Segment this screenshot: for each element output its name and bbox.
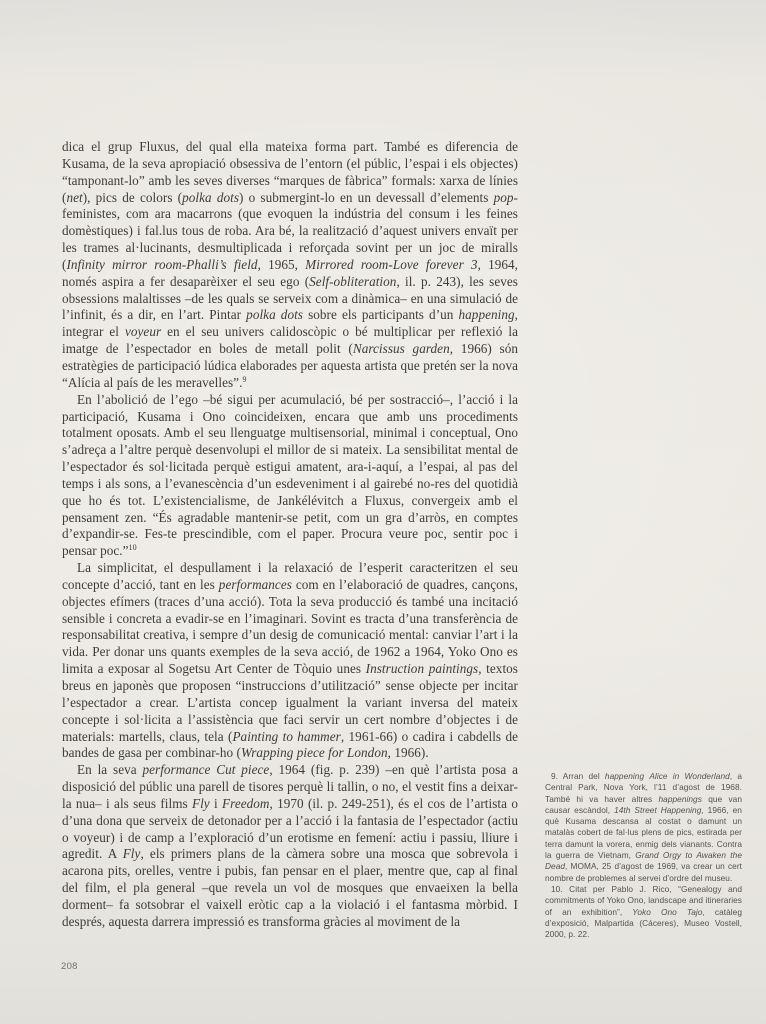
footnote: 10. Citat per Pablo J. Rico, “Genealogy and commitments of Yoko Ono, landscape and itineraries of an exhibition”, Yoko Ono Tajo, catàleg d’exposició, Malpartida (Cáceres), Museo Vostell, 2000, p. 22. [545,883,742,940]
footnote: 9. Arran del happening Alice in Wonderland, a Central Park, Nova York, l’11 d’agost de 1968. També hi va haver altres happenings que van causar escàndol, 14th Street Happening, 1966, en què Kusama descansa al costat o damunt un matalàs cobert de fal·lus plens de pics, estirada per terra damunt la vorera, enmig dels vianants. Contra la guerra de Vietnam, Grand Orgy to Awaken the Dead, MOMA, 25 d’agost de 1969, va crear un cert nombre de problemes al servei d’ordre del museu. [545,771,742,883]
paragraph: La simplicitat, el despullament i la relaxació de l’esperit caracteritzen el seu concepte d’acció, tant en les performances com en l’elaboració de quadres, cançons, objectes efímers (traces d’una acció). Tota la seva producció és també una incitació sensible i concreta a evadir-se en l’imaginari. Sovint es tracta d’una transferència de responsabilitat creativa, i sempre d’un desig de comunicació mental: canviar l’art i la vida. Per donar uns quants exemples de la seva acció, de 1962 a 1964, Yoko Ono es limita a exposar al Sogetsu Art Center de Tòquio unes Instruction paintings, textos breus en japonès que proposen “instruccions d’utilització” sense objecte per incitar l’espectador a crear. L’artista concep igualment la variant inversa del mateix concepte i sol·licita a l’assistència que faci servir un cert nombre d’objectes i de materials: martells, claus, tela (Painting to hammer, 1961-66) o cadira i cabdells de bandes de gasa per combinar-ho (Wrapping piece for London, 1966). [62,560,518,761]
paragraph: En la seva performance Cut piece, 1964 (fig. p. 239) –en què l’artista posa a disposició del públic una parell de tisores perquè li tallin, o no, el vestit fins a deixar-la nua– i als seus films Fly i Freedom, 1970 (il. p. 249-251), és el cos de l’artista o d’una dona que serveix de detonador per a l’acció i la fantasia de l’espectador (actiu o voyeur) i de camp a l’exploració d’un erotisme en femení: actiu i passiu, lliure i agredit. A Fly, els primers plans de la càmera sobre una mosca que sobrevola i acarona pits, orelles, ventre i pubis, fan pensar en el plaer, mentre que, cap al final del film, el pla general –que revela un vol de mosques que envaeixen la bella dorment– fa sotsobrar el vaixell eròtic cap a la violació i el fantasma mòrbid. I després, aquesta darrera impressió es transforma gràcies al moviment de la [62,762,519,929]
main-text [62,139,518,931]
paragraph: dica el grup Fluxus, del qual ella mateixa forma part. També es diferencia de Kusama, de la seva apropiació obsessiva de l’entorn (el públic, l’espai i els objectes) “tamponant-lo” amb les seves diverses “marques de fàbrica” formals: xarxa de línies (net), pics de colors (polka dots) o submergint-lo en un devessall d’elements pop-feministes, com ara macarrons (que evoquen la indústria del consum i les feines domèstiques) i fal.lus tous de roba. Ara bé, la realització d’aquest univers envaït per les trames al·lucinants, desmultiplicada i reforçada sovint per un joc de miralls (Infinity mirror room-Phalli’s field, 1965, Mirrored room-Love forever 3, 1964, només aspira a fer desaparèixer el seu ego (Self-obliteration, il. p. 243), les seves obsessions malaltisses –de les quals se serveix com a dinàmica– en una simulació de l’infinit, és a dir, en l’art. Pintar polka dots sobre els participants d’un happening, integrar el voyeur en el seu univers calidoscòpic o bé multiplicar per reflexió la imatge de l’espectador en boles de metall polit (Narcissus garden, 1966) són estratègies de participació lúdica elaborades per aquesta artista que pretén ser la nova “Alícia al país de les meravelles”.$^9$ [62,139,519,390]
paragraph: En l’abolició de l’ego –bé sigui per acumulació, bé per sostracció–, l’acció i la participació, Kusama i Ono coincideixen, encara que amb uns procediments totalment oposats. Amb el seu llenguatge multisensorial, minimal i conceptual, Ono s’adreça a l’altre perquè desenvolupi el millor de si mateix. La sensibilitat mental de l’espectador és sol·licitada perquè estigui amatent, ara-i-aquí, a l’espai, al pas del temps i als sons, a l’evanescència d’un esdeveniment i al gairebé no-res del quotidià que ho és tot. L’existencialisme, de Jankélévitch a Fluxus, convergeix amb el pensament zen. “És agradable mantenir-se petit, com un gra d’arròs, en comptes d’expandir-se. Fes-te prescindible, com el paper. Procura veure poc, sentir poc i pensar poc.”$^{10}$ [62,391,518,559]
page-number: 208 [61,961,78,972]
footnotes [545,771,742,940]
